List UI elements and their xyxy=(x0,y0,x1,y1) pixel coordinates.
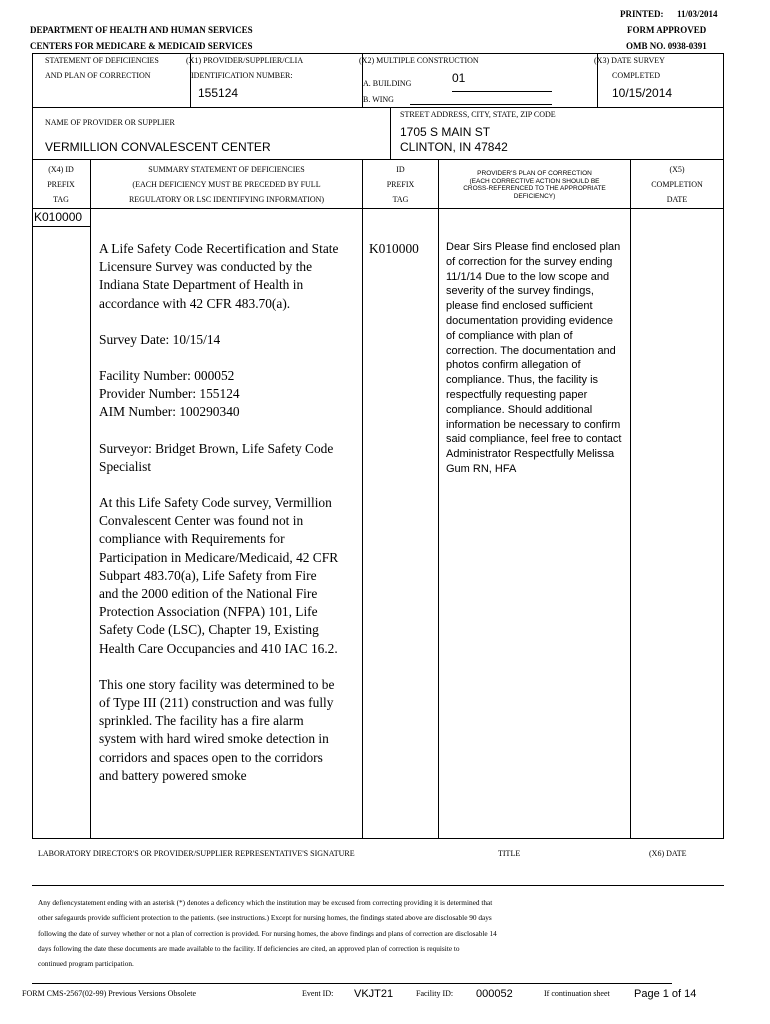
provider-id-value: 155124 xyxy=(198,86,239,100)
omb-number: OMB NO. 0938-0391 xyxy=(626,41,707,51)
id-prefix-header: PREFIX xyxy=(386,180,415,189)
disclaimer-line: following the date of survey whether or not a plan of correction is provided. For nursing homes, the above findings and plans of correction are disclosable 14 xyxy=(38,928,497,938)
disclaimer-line: Any defiencystatement ending with an asterisk (*) denotes a deficency which the institution may be excused from correcting providing it is determined that xyxy=(38,898,493,907)
x4-id-header: (X4) ID xyxy=(48,165,74,174)
continuation-label: If continuation sheet xyxy=(544,989,610,998)
disclaimer-line: days following the date these documents are made available to the facility. If deficiencies are cited, an approved plan of correction is requisite to xyxy=(38,943,460,953)
event-id-label: Event ID: xyxy=(302,989,334,998)
department-name: DEPARTMENT OF HEALTH AND HUMAN SERVICES xyxy=(30,25,253,35)
street-address: 1705 S MAIN ST xyxy=(400,125,491,139)
disclaimer-line: other safegaurds provide sufficient protection to the patients. (see instructions.) Except for nursing homes, the findings stated above are disclosable 90 days xyxy=(38,913,492,923)
summary-paragraph: Facility Number: 000052 Provider Number: 155124 AIM Number: 100290340 xyxy=(99,368,240,420)
summary-paragraph: At this Life Safety Code survey, Vermillion Convalescent Center was found not in compliance with Requirements for Participation in Medicare/Medicaid, 42 CFR Subpart 483.70(a), Life Safety from Fire and the 2000 edition of the National Fire Protection Association (NFPA) 101, Life Safety Code (LSC), Chapter 19, Existing Health Care Occupancies and 410 IAC 16.2. xyxy=(99,495,339,656)
address-label: STREET ADDRESS, CITY, STATE, ZIP CODE xyxy=(400,110,556,119)
survey-date-value: 10/15/2014 xyxy=(612,86,673,100)
plan-subheader-3: DEFICIENCY) xyxy=(513,192,556,200)
x5-header: (X5) xyxy=(669,165,685,174)
form-number: FORM CMS-2567(02-99) Previous Versions Obsolete xyxy=(22,989,197,998)
date-label: (X6) DATE xyxy=(649,849,687,858)
identification-label: IDENTIFICATION NUMBER: xyxy=(191,71,293,80)
x3-label: (X3) DATE SURVEY xyxy=(594,56,665,65)
plan-subheader-2: CROSS-REFERENCED TO THE APPROPRIATE xyxy=(463,185,606,192)
printed-date: 11/03/2014 xyxy=(677,9,718,19)
title-label: TITLE xyxy=(498,849,521,858)
disclaimer xyxy=(38,895,718,971)
statement-label: STATEMENT OF DEFICIENCIES xyxy=(45,56,159,65)
summary-subheader-1: (EACH DEFICIENCY MUST BE PRECEDED BY FULL xyxy=(132,180,321,189)
form-approved: FORM APPROVED xyxy=(627,25,707,35)
id-header: ID xyxy=(396,165,405,174)
plan-subheader-1: (EACH CORRECTIVE ACTION SHOULD BE xyxy=(469,177,600,185)
summary-paragraph: Survey Date: 10/15/14 xyxy=(99,331,221,347)
completion-header: COMPLETION xyxy=(651,180,703,189)
building-value: 01 xyxy=(452,71,466,85)
completed-label: COMPLETED xyxy=(612,71,660,80)
disclaimer-line: continued program participation. xyxy=(38,959,134,969)
building-label: A. BUILDING xyxy=(363,79,412,88)
provider-name: VERMILLION CONVALESCENT CENTER xyxy=(45,140,271,154)
page-number: Page 1 of 14 xyxy=(634,988,697,1000)
signature-label: LABORATORY DIRECTOR'S OR PROVIDER/SUPPLIER REPRESENTATIVE'S SIGNATURE xyxy=(38,849,355,858)
facility-id-label: Facility ID: xyxy=(416,989,454,998)
printed-label: PRINTED: xyxy=(620,9,664,19)
plan-of-correction-text: Dear Sirs Please find enclosed plan of correction for the survey ending 11/1/14 Due to the low scope and severity of the survey findings, please find enclosed sufficient documentation providing evidence of compliance with plan of correction. The documentation and photos confirm allegation of compliance. Thus, the facility is respectfully requesting paper compliance. Should additional information be necessary to confirm said compliance, feel free to contact Administrator Respectfully Melissa Gum RN, HFA xyxy=(446,241,622,475)
x4-prefix-header: PREFIX xyxy=(47,180,75,189)
left-tag: K010000 xyxy=(34,210,83,224)
id-tag-header: TAG xyxy=(392,195,409,204)
summary-subheader-2: REGULATORY OR LSC IDENTIFYING INFORMATION) xyxy=(128,195,325,204)
wing-label: B. WING xyxy=(363,95,394,104)
event-id: VKJT21 xyxy=(354,988,394,1000)
city-state-zip: CLINTON, IN 47842 xyxy=(400,140,508,154)
summary-paragraph: This one story facility was determined to be of Type III (211) construction and was fully sprinkled. The facility has a fire alarm system with hard wired smoke detection in corridors and spaces open to the corridors and battery powered smoke xyxy=(99,676,335,783)
facility-id: 000052 xyxy=(476,988,513,1000)
summary-paragraph: Surveyor: Bridget Brown, Life Safety Code Specialist xyxy=(99,440,334,474)
summary-statement xyxy=(99,240,339,785)
provider-name-label: NAME OF PROVIDER OR SUPPLIER xyxy=(45,118,175,127)
plan-header: PROVIDER'S PLAN OF CORRECTION xyxy=(477,170,592,177)
centers-name: CENTERS FOR MEDICARE & MEDICAID SERVICES xyxy=(30,41,253,51)
x1-label: (X1) PROVIDER/SUPPLIER/CLIA xyxy=(186,56,304,65)
id-tag: K010000 xyxy=(369,241,419,256)
date-header: DATE xyxy=(666,195,688,204)
summary-header: SUMMARY STATEMENT OF DEFICIENCIES xyxy=(148,165,305,174)
plan-of-correction-label: AND PLAN OF CORRECTION xyxy=(45,71,151,80)
x2-label: (X2) MULTIPLE CONSTRUCTION xyxy=(359,56,479,65)
x4-tag-header: TAG xyxy=(53,195,69,204)
summary-paragraph: A Life Safety Code Recertification and State Licensure Survey was conducted by the Indiana State Department of Health in accordance with 42 CFR 483.70(a). xyxy=(99,241,339,311)
